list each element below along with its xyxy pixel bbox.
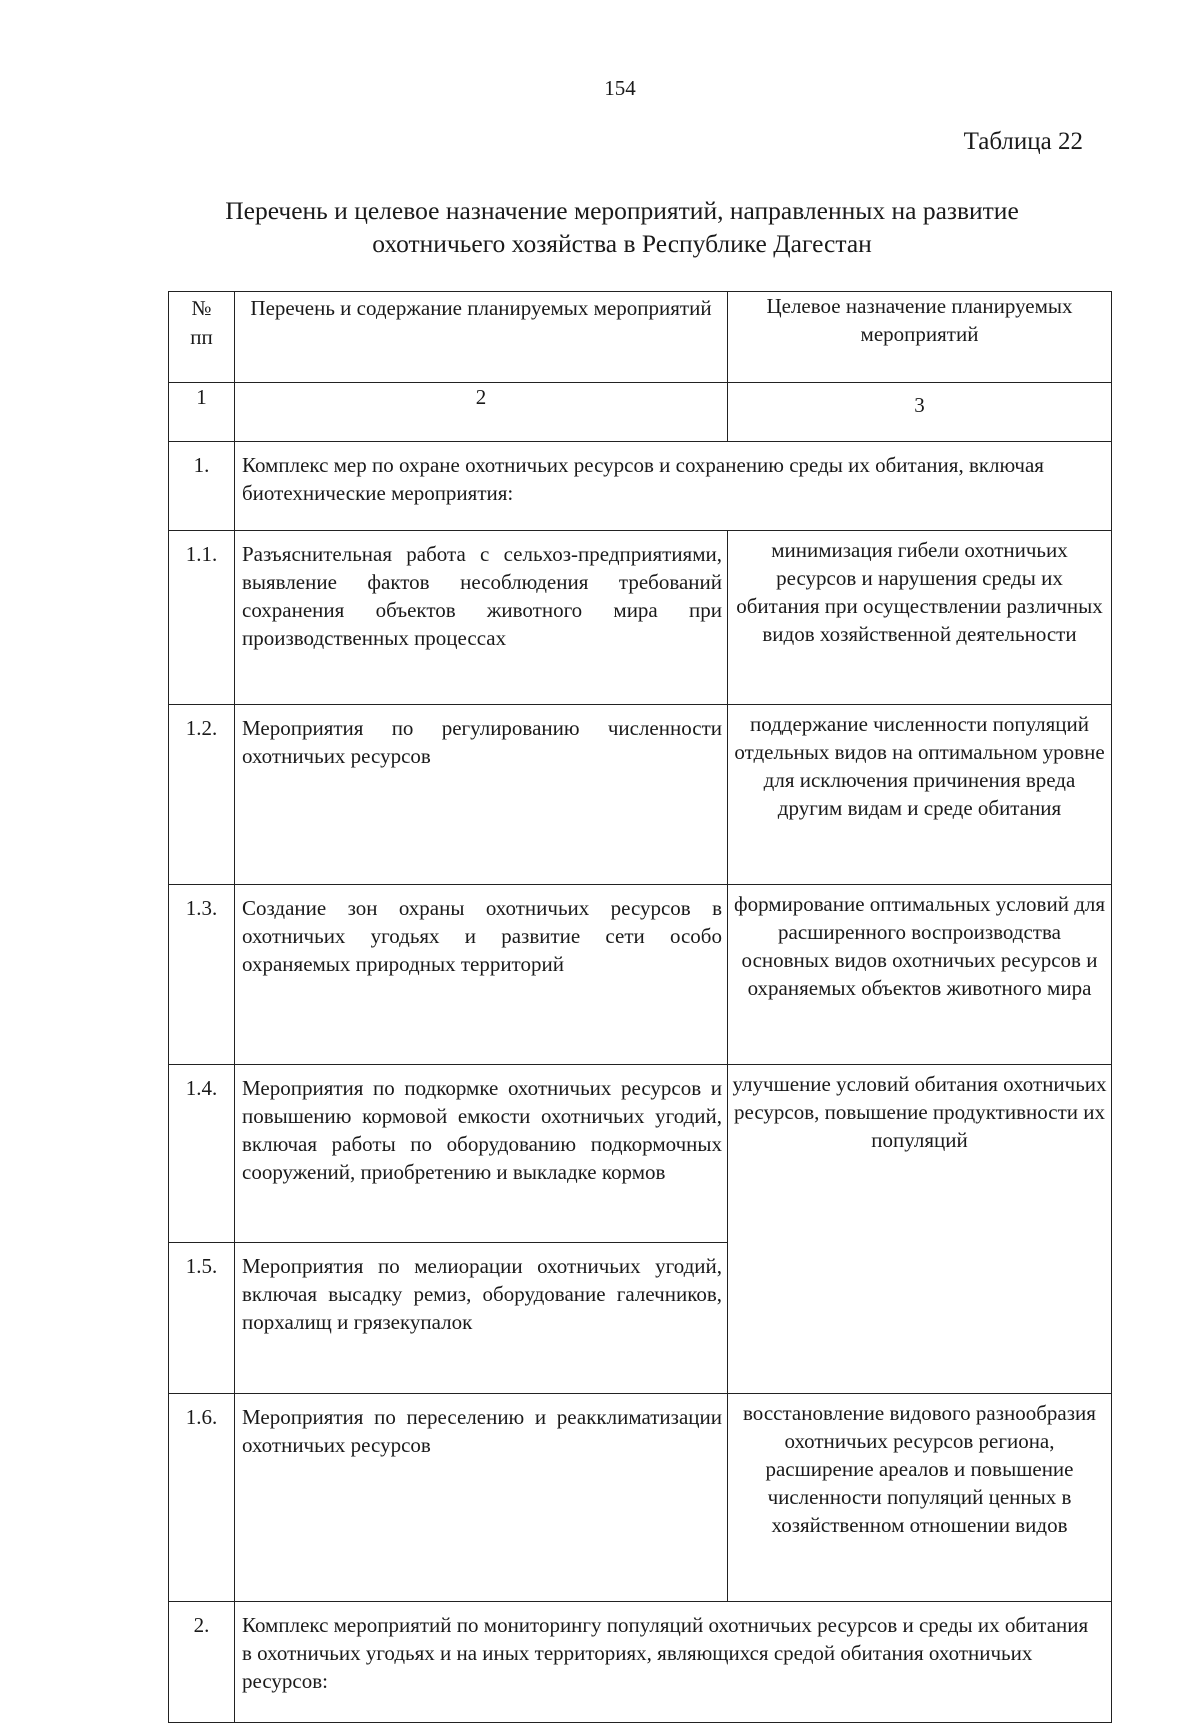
table-row — [169, 1394, 1112, 1602]
section-number: 1. — [169, 442, 235, 531]
section-text: Комплекс мероприятий по мониторингу популяций охотничьих ресурсов и среды их обитания в охотничьих угодьях и на иных территориях, являющихся средой обитания охотничьих ресурсов: — [235, 1602, 1112, 1723]
table-row — [169, 1065, 1112, 1243]
title-line-2: охотничьего хозяйства в Республике Дагестан — [372, 229, 872, 258]
header-number-sign: № — [191, 296, 212, 320]
table-row — [169, 885, 1112, 1065]
table-row — [169, 705, 1112, 885]
row-number: 1.6. — [169, 1394, 235, 1602]
row-number: 1.1. — [169, 531, 235, 705]
row-number: 1.5. — [169, 1243, 235, 1394]
page-number: 154 — [604, 76, 636, 100]
column-number: 1 — [169, 383, 235, 442]
row-number: 1.3. — [169, 885, 235, 1065]
header-purpose: Целевое назначение планируемых мероприятий — [728, 292, 1112, 383]
table-header-row — [169, 292, 1112, 383]
header-number-abbr: пп — [190, 325, 213, 349]
table-row — [169, 531, 1112, 705]
row-purpose: минимизация гибели охотничьих ресурсов и нарушения среды их обитания при осуществлении различных видов хозяйственной деятельности — [728, 531, 1112, 705]
row-purpose: улучшение условий обитания охотничьих ресурсов, повышение продуктивности их популяций — [728, 1065, 1112, 1394]
row-number: 1.2. — [169, 705, 235, 885]
row-measure: Мероприятия по подкормке охотничьих ресурсов и повышению кормовой емкости охотничьих угодий, включая работы по оборудованию подкормочных сооружений, приобретению и выкладке кормов — [235, 1065, 728, 1243]
section-row — [169, 1602, 1112, 1723]
row-measure: Мероприятия по переселению и реакклиматизации охотничьих ресурсов — [235, 1394, 728, 1602]
row-purpose: формирование оптимальных условий для расширенного воспроизводства основных видов охотничьих ресурсов и охраняемых объектов животного мира — [728, 885, 1112, 1065]
row-measure: Мероприятия по мелиорации охотничьих угодий, включая высадку ремиз, оборудование галечников, порхалищ и грязекупалок — [235, 1243, 728, 1394]
column-number-row — [169, 383, 1112, 442]
row-measure: Мероприятия по регулированию численности охотничьих ресурсов — [235, 705, 728, 885]
row-purpose: восстановление видового разнообразия охотничьих ресурсов региона, расширение ареалов и повышение численности популяций ценных в хозяйственном отношении видов — [728, 1394, 1112, 1602]
section-text: Комплекс мер по охране охотничьих ресурсов и сохранению среды их обитания, включая биотехнические мероприятия: — [235, 442, 1112, 531]
section-number: 2. — [169, 1602, 235, 1723]
table-title — [166, 194, 1078, 260]
column-number: 2 — [235, 383, 728, 442]
measures-table — [168, 291, 1112, 1723]
column-number: 3 — [728, 383, 1112, 442]
section-row — [169, 442, 1112, 531]
row-number: 1.4. — [169, 1065, 235, 1243]
table-label: Таблица 22 — [963, 128, 1083, 155]
header-number-cell — [169, 292, 235, 383]
title-line-1: Перечень и целевое назначение мероприятий, направленных на развитие — [225, 196, 1019, 225]
row-measure: Разъяснительная работа с сельхоз-предприятиями, выявление фактов несоблюдения требований сохранения объектов животного мира при производственных процессах — [235, 531, 728, 705]
row-measure: Создание зон охраны охотничьих ресурсов в охотничьих угодьях и развитие сети особо охраняемых природных территорий — [235, 885, 728, 1065]
header-measures: Перечень и содержание планируемых мероприятий — [235, 292, 728, 383]
row-purpose: поддержание численности популяций отдельных видов на оптимальном уровне для исключения причинения вреда другим видам и среде обитания — [728, 705, 1112, 885]
